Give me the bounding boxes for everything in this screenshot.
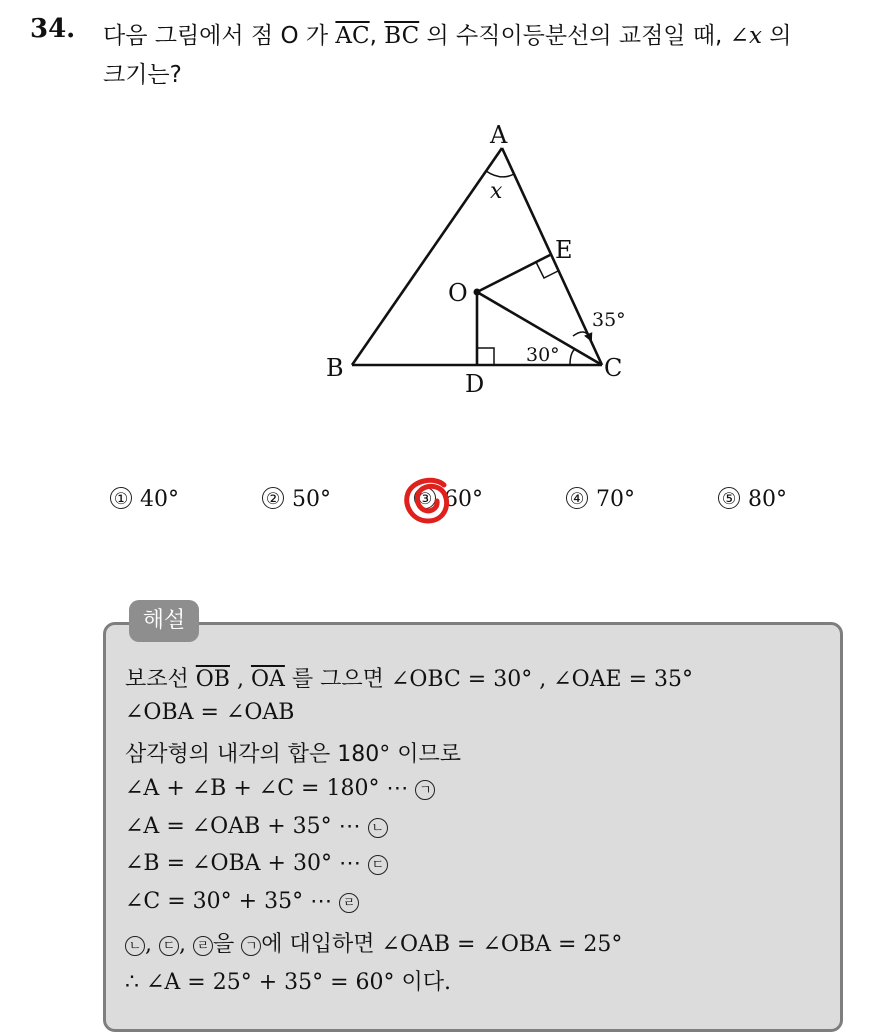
marker-nieun-2: ㄴ bbox=[125, 936, 145, 956]
solution-line-3: 삼각형의 내각의 합은 180° 이므로 bbox=[125, 742, 461, 767]
choice-5-label: 80° bbox=[748, 487, 787, 512]
question-text-part1: 다음 그림에서 점 O 가 bbox=[103, 23, 329, 49]
segment-bc: $\overline{BC}$ bbox=[384, 23, 420, 49]
solution-line-9: ∴ ∠A = 25° + 35° = 60° 이다. bbox=[125, 970, 452, 995]
label-d: D bbox=[465, 370, 485, 398]
solution-line-7-text: ∠C = 30° + 35° ⋯ bbox=[125, 889, 333, 914]
choice-1[interactable] bbox=[110, 487, 179, 512]
solution-line-5 bbox=[125, 814, 388, 839]
solution-line-6-text: ∠B = ∠OBA + 30° ⋯ bbox=[125, 851, 361, 876]
marker-digeut: ㄷ bbox=[368, 855, 388, 875]
choice-5[interactable] bbox=[718, 487, 787, 512]
solution-line-5-text: ∠A = ∠OAB + 35° ⋯ bbox=[125, 814, 361, 839]
marker-nieun: ㄴ bbox=[368, 818, 388, 838]
choice-5-number: ⑤ bbox=[718, 487, 740, 509]
side-ac bbox=[502, 148, 602, 365]
angle-x: ∠x bbox=[729, 23, 762, 49]
choice-2-number: ② bbox=[262, 487, 284, 509]
label-30: 30° bbox=[526, 344, 560, 366]
segment-oa: $\overline{OA}$ bbox=[250, 667, 285, 692]
choice-4-number: ④ bbox=[566, 487, 588, 509]
solution-line-7 bbox=[125, 889, 359, 914]
choice-2[interactable] bbox=[262, 487, 331, 512]
choice-4[interactable] bbox=[566, 487, 635, 512]
solution-line-1-a: 보조선 bbox=[125, 667, 189, 692]
question-text-line2: 크기는? bbox=[103, 62, 182, 88]
solution-line-8-a: 을 bbox=[213, 932, 235, 957]
solution-line-1: 보조선 $\overline{OB}$ , $\overline{OA}$ 를 그으면 ∠OBC = 30° , ∠OAE = 35° bbox=[125, 667, 694, 692]
angle-arc-a bbox=[486, 171, 514, 177]
solution-line-1-c: ∠OBC = 30° , ∠OAE = 35° bbox=[390, 667, 694, 692]
angle-arc-30 bbox=[570, 349, 575, 365]
marker-giyeok: ㄱ bbox=[415, 780, 435, 800]
label-o: O bbox=[448, 279, 468, 307]
question-sep: , bbox=[369, 23, 377, 49]
solution-tag: 해설 bbox=[129, 600, 199, 642]
solution-line-8-b: 에 대입하면 ∠OAB = ∠OBA = 25° bbox=[261, 932, 623, 957]
label-e: E bbox=[555, 236, 573, 264]
marker-giyeok-2: ㄱ bbox=[241, 936, 261, 956]
choice-3-number: ③ bbox=[414, 487, 436, 509]
choice-2-label: 50° bbox=[292, 487, 331, 512]
label-c: C bbox=[604, 354, 623, 382]
solution-line-6 bbox=[125, 851, 388, 876]
solution-line-1-b: 를 그으면 bbox=[291, 667, 384, 692]
marker-rieul: ㄹ bbox=[339, 893, 359, 913]
segment-ac: $\overline{AC}$ bbox=[335, 23, 370, 49]
segment-ob: $\overline{OB}$ bbox=[195, 667, 230, 692]
answer-circle-mark bbox=[400, 473, 456, 529]
marker-digeut-2: ㄷ bbox=[159, 936, 179, 956]
choice-1-number: ① bbox=[110, 487, 132, 509]
segment-oe bbox=[477, 255, 550, 292]
choice-3-label: 60° bbox=[444, 487, 483, 512]
point-o bbox=[474, 289, 481, 296]
solution-line-8: ㄴ , ㄷ , ㄹ 을 ㄱ 에 대입하면 ∠OAB = ∠OBA = 25° bbox=[125, 927, 622, 958]
choice-4-label: 70° bbox=[596, 487, 635, 512]
question-number: 34. bbox=[30, 14, 76, 44]
solution-line-2: ∠OBA = ∠OAB bbox=[125, 700, 295, 725]
solution-line-4-text: ∠A + ∠B + ∠C = 180° ⋯ bbox=[125, 776, 409, 801]
label-a: A bbox=[490, 121, 508, 149]
question-text-part3: 의 bbox=[769, 23, 792, 49]
question-text bbox=[103, 17, 791, 50]
label-35: 35° bbox=[592, 309, 626, 331]
label-b: B bbox=[326, 354, 344, 382]
triangle-figure bbox=[300, 112, 640, 402]
solution-line-4 bbox=[125, 776, 435, 801]
side-ab bbox=[352, 148, 502, 365]
right-angle-d bbox=[477, 348, 494, 365]
question-text-part2: 의 수직이등분선의 교점일 때, bbox=[426, 23, 723, 49]
choice-1-label: 40° bbox=[140, 487, 179, 512]
marker-rieul-2: ㄹ bbox=[193, 936, 213, 956]
label-x: x bbox=[490, 179, 503, 204]
